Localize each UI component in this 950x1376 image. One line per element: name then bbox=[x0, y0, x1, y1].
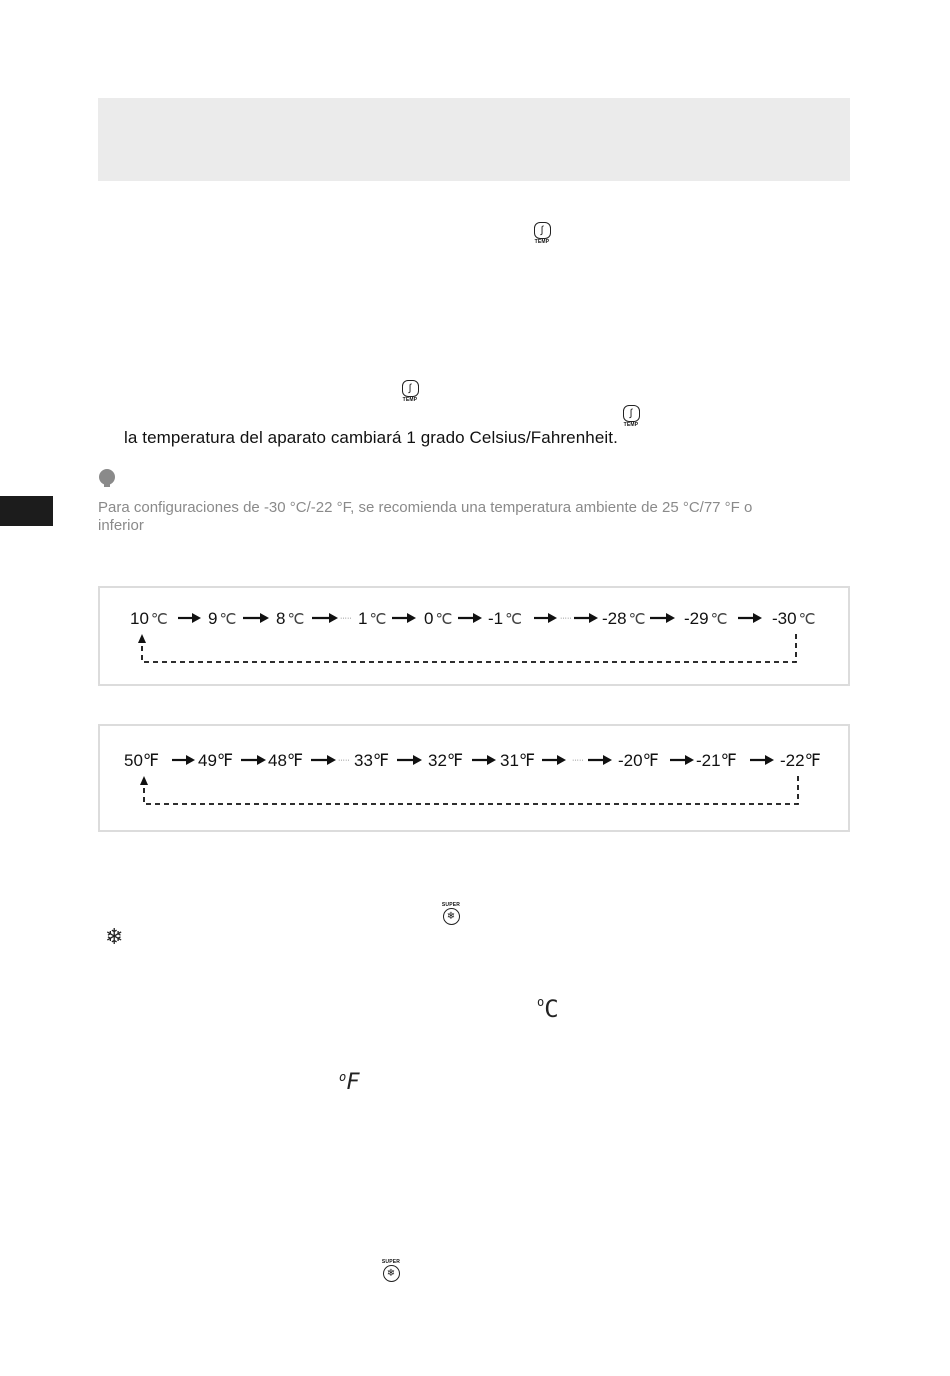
sequence-arrowhead bbox=[765, 755, 774, 765]
sequence-arrowhead bbox=[186, 755, 195, 765]
celsius-step-label: 0 ℃ bbox=[424, 609, 453, 628]
sequence-arrowhead bbox=[589, 613, 598, 623]
sequence-arrowhead bbox=[557, 755, 566, 765]
sequence-arrowhead bbox=[327, 755, 336, 765]
temp-button-icon bbox=[531, 222, 553, 245]
thermometer-icon: ∫ bbox=[408, 383, 412, 394]
celsius-sequence-box bbox=[98, 586, 850, 686]
thermometer-icon: ∫ bbox=[540, 225, 544, 236]
fahrenheit-sequence-box bbox=[98, 724, 850, 832]
sequence-arrowhead bbox=[685, 755, 694, 765]
sequence-ellipsis: ····· bbox=[340, 615, 352, 622]
fahrenheit-step-label: 50℉ bbox=[124, 751, 160, 770]
fahrenheit-sequence-diagram bbox=[100, 726, 852, 834]
loop-back-arrowhead bbox=[138, 634, 146, 643]
fahrenheit-step-label: 33℉ bbox=[354, 751, 390, 770]
sequence-ellipsis: ····· bbox=[560, 615, 572, 622]
temp-button-icon bbox=[620, 405, 642, 428]
celsius-display-symbol: $^o$C bbox=[537, 995, 559, 1023]
fahrenheit-step-label: 31℉ bbox=[500, 751, 536, 770]
fahrenheit-step-label: -21℉ bbox=[696, 751, 737, 770]
super-button-icon bbox=[440, 902, 462, 925]
loop-back-line bbox=[144, 776, 798, 804]
sequence-arrowhead bbox=[487, 755, 496, 765]
snowflake-icon: ❄ bbox=[105, 924, 124, 949]
sequence-arrowhead bbox=[192, 613, 201, 623]
celsius-step-label: 1 ℃ bbox=[358, 609, 387, 628]
sequence-arrowhead bbox=[473, 613, 482, 623]
header-band bbox=[98, 98, 850, 181]
fahrenheit-step-label: -22℉ bbox=[780, 751, 821, 770]
snowflake-icon: ❄ bbox=[446, 911, 456, 922]
fahrenheit-step-label: 48℉ bbox=[268, 751, 304, 770]
loop-back-arrowhead bbox=[140, 776, 148, 785]
celsius-step-label: 10 ℃ bbox=[130, 609, 168, 628]
body-text: la temperatura del aparato cambiará 1 grado Celsius/Fahrenheit. bbox=[124, 428, 618, 447]
sequence-arrowhead bbox=[329, 613, 338, 623]
super-caption: SUPER bbox=[441, 902, 461, 908]
celsius-sequence-diagram bbox=[100, 588, 852, 688]
fahrenheit-step-label: 49℉ bbox=[198, 751, 234, 770]
sequence-arrowhead bbox=[548, 613, 557, 623]
thermometer-icon: ∫ bbox=[629, 408, 633, 419]
super-button-icon bbox=[380, 1259, 402, 1282]
sequence-arrowhead bbox=[666, 613, 675, 623]
lightbulb-icon bbox=[99, 469, 115, 485]
celsius-step-label: 9 ℃ bbox=[208, 609, 237, 628]
sequence-arrowhead bbox=[407, 613, 416, 623]
sequence-arrowhead bbox=[603, 755, 612, 765]
loop-back-line bbox=[142, 634, 796, 662]
sequence-ellipsis: ····· bbox=[338, 757, 350, 764]
celsius-step-label: -30 ℃ bbox=[772, 609, 816, 628]
celsius-step-label: -28 ℃ bbox=[602, 609, 646, 628]
fahrenheit-step-label: -20℉ bbox=[618, 751, 659, 770]
fahrenheit-step-label: 32℉ bbox=[428, 751, 464, 770]
tip-text: Para configuraciones de -30 °C/-22 °F, se recomienda una temperatura ambiente de 25 °C/77 °F o inferior bbox=[98, 499, 753, 534]
sequence-arrowhead bbox=[260, 613, 269, 623]
super-caption: SUPER bbox=[381, 1259, 401, 1265]
sequence-ellipsis: ····· bbox=[572, 757, 584, 764]
snowflake-icon: ❄ bbox=[386, 1268, 396, 1279]
celsius-step-label: -1 ℃ bbox=[488, 609, 522, 628]
sequence-arrowhead bbox=[413, 755, 422, 765]
temp-caption: TEMP bbox=[623, 422, 639, 428]
sequence-arrowhead bbox=[257, 755, 266, 765]
temp-caption: TEMP bbox=[402, 397, 418, 403]
temp-caption: TEMP bbox=[534, 239, 550, 245]
sequence-arrowhead bbox=[753, 613, 762, 623]
celsius-step-label: 8 ℃ bbox=[276, 609, 305, 628]
temp-button-icon bbox=[399, 380, 421, 403]
side-tab bbox=[0, 496, 53, 526]
celsius-step-label: -29 ℃ bbox=[684, 609, 728, 628]
fahrenheit-display-symbol: $^o$F bbox=[339, 1070, 360, 1095]
